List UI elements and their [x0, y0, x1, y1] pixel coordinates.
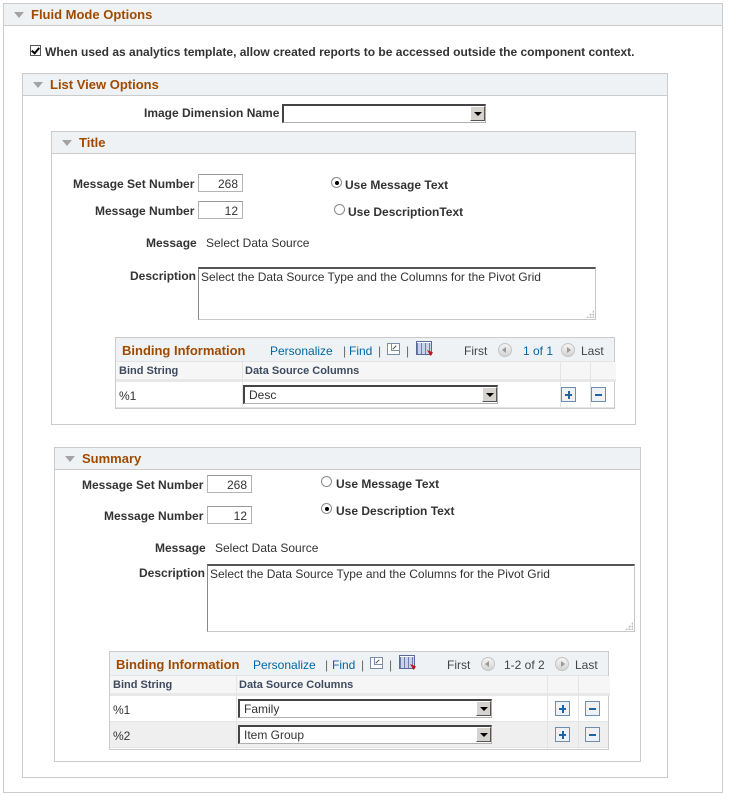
- download-spreadsheet-icon[interactable]: [416, 341, 432, 355]
- new-window-icon[interactable]: [370, 657, 383, 669]
- title-use-description-text-label: Use DescriptionText: [348, 205, 464, 219]
- image-dimension-label: Image Dimension Name: [144, 106, 280, 120]
- title-message-value: Select Data Source: [206, 236, 310, 250]
- dropdown-arrow-icon[interactable]: [470, 106, 485, 121]
- data-source-column-select[interactable]: [238, 699, 492, 718]
- title-use-message-text-radio[interactable]: [331, 177, 342, 188]
- column-header-add: [547, 676, 578, 696]
- collapse-triangle-icon[interactable]: [62, 140, 72, 146]
- column-divider: [547, 676, 548, 749]
- column-divider: [242, 362, 243, 408]
- image-dimension-select[interactable]: [282, 104, 486, 123]
- grid-header: [116, 338, 614, 362]
- analytics-template-checkbox[interactable]: [30, 45, 41, 56]
- data-source-column-select[interactable]: [238, 725, 492, 744]
- bind-string-cell: %1: [119, 389, 137, 403]
- separator: |: [389, 658, 393, 672]
- title-message-number-label: Message Number: [95, 204, 195, 218]
- title-description-label: Description: [130, 269, 197, 283]
- personalize-link[interactable]: Personalize: [270, 344, 333, 358]
- fluid-mode-options-header[interactable]: [4, 4, 722, 26]
- previous-arrow-icon[interactable]: [481, 657, 495, 671]
- find-link[interactable]: Find: [332, 658, 356, 672]
- data-source-column-select[interactable]: [243, 385, 498, 404]
- summary-use-message-text-label: Use Message Text: [336, 477, 440, 491]
- list-view-options-header[interactable]: [23, 74, 667, 96]
- summary-binding-grid: [109, 651, 609, 750]
- column-header-add: [560, 362, 590, 382]
- summary-message-set-input[interactable]: [207, 475, 252, 493]
- summary-description-text: Select the Data Source Type and the Columns for the Pivot Grid: [210, 567, 550, 581]
- delete-row-button[interactable]: [585, 727, 600, 742]
- separator: |: [406, 344, 410, 358]
- dropdown-arrow-icon[interactable]: [482, 387, 497, 402]
- summary-header[interactable]: [55, 448, 640, 470]
- summary-message-number-input[interactable]: [207, 506, 252, 524]
- column-divider: [578, 676, 579, 749]
- column-header-delete: [578, 676, 610, 696]
- next-arrow-icon[interactable]: [555, 657, 569, 671]
- binding-information-title: Binding Information: [116, 657, 240, 672]
- title-use-description-text-radio[interactable]: [334, 204, 345, 215]
- row-count: 1-2 of 2: [504, 658, 545, 672]
- column-header-delete: [590, 362, 616, 382]
- title-binding-grid: [115, 337, 615, 409]
- resize-grip-icon[interactable]: [586, 310, 594, 318]
- column-divider: [236, 676, 237, 749]
- summary-use-description-text-radio[interactable]: [321, 503, 332, 514]
- add-row-button[interactable]: [555, 727, 570, 742]
- first-label: First: [464, 344, 488, 358]
- column-header-data-source-columns: Data Source Columns: [236, 676, 547, 696]
- bind-string-cell: %1: [113, 703, 131, 717]
- resize-grip-icon[interactable]: [625, 622, 633, 630]
- title-description-text: Select the Data Source Type and the Columns for the Pivot Grid: [201, 270, 541, 284]
- new-window-icon[interactable]: [387, 343, 400, 355]
- separator: |: [361, 658, 365, 672]
- summary-message-number-label: Message Number: [104, 509, 204, 523]
- summary-use-description-text-label: Use Description Text: [336, 504, 455, 518]
- title-header[interactable]: [52, 132, 635, 154]
- last-label: Last: [581, 344, 604, 358]
- title-use-message-text-label: Use Message Text: [345, 178, 449, 192]
- list-view-options-title: List View Options: [50, 77, 159, 92]
- collapse-triangle-icon[interactable]: [33, 82, 43, 88]
- data-source-column-value: Desc: [249, 388, 277, 402]
- grid-header: [110, 652, 608, 676]
- collapse-triangle-icon[interactable]: [14, 12, 24, 18]
- title-message-set-label: Message Set Number: [73, 177, 195, 191]
- column-divider: [590, 362, 591, 408]
- column-header-bind-string: Bind String: [116, 362, 242, 382]
- data-source-column-value: Item Group: [244, 728, 305, 742]
- table-row: [110, 696, 608, 722]
- delete-row-button[interactable]: [591, 387, 606, 402]
- summary-description-textarea[interactable]: [207, 564, 635, 632]
- collapse-triangle-icon[interactable]: [65, 456, 75, 462]
- table-row: [116, 382, 614, 408]
- analytics-template-label: When used as analytics template, allow created reports to be accessed outside the component context.: [45, 45, 635, 59]
- table-row: [110, 722, 608, 748]
- delete-row-button[interactable]: [585, 701, 600, 716]
- bind-string-cell: %2: [113, 729, 131, 743]
- add-row-button[interactable]: [561, 387, 576, 402]
- dropdown-arrow-icon[interactable]: [476, 727, 491, 742]
- last-label: Last: [575, 658, 598, 672]
- personalize-link[interactable]: Personalize: [253, 658, 316, 672]
- column-header-data-source-columns: Data Source Columns: [242, 362, 560, 382]
- previous-arrow-icon[interactable]: [498, 343, 512, 357]
- separator: |: [378, 344, 382, 358]
- title-message-set-input[interactable]: [198, 174, 243, 192]
- separator: |: [325, 658, 329, 672]
- separator: |: [343, 344, 347, 358]
- summary-use-message-text-radio[interactable]: [321, 476, 332, 487]
- summary-section-title: Summary: [82, 451, 142, 466]
- add-row-button[interactable]: [555, 701, 570, 716]
- fluid-mode-options-title: Fluid Mode Options: [31, 7, 153, 22]
- summary-message-label: Message: [155, 541, 206, 555]
- find-link[interactable]: Find: [349, 344, 373, 358]
- dropdown-arrow-icon[interactable]: [476, 701, 491, 716]
- title-message-label: Message: [146, 236, 197, 250]
- summary-description-label: Description: [139, 566, 206, 580]
- row-count: 1 of 1: [523, 344, 554, 358]
- title-message-number-input[interactable]: [198, 201, 243, 219]
- title-description-textarea[interactable]: [198, 267, 596, 320]
- summary-message-set-label: Message Set Number: [82, 478, 204, 492]
- next-arrow-icon[interactable]: [561, 343, 575, 357]
- data-source-column-value: Family: [244, 702, 280, 716]
- title-section-title: Title: [79, 135, 106, 150]
- summary-message-value: Select Data Source: [215, 541, 319, 555]
- column-divider: [560, 362, 561, 408]
- binding-information-title: Binding Information: [122, 343, 246, 358]
- download-spreadsheet-icon[interactable]: [399, 655, 415, 669]
- column-header-bind-string: Bind String: [110, 676, 236, 696]
- first-label: First: [447, 658, 471, 672]
